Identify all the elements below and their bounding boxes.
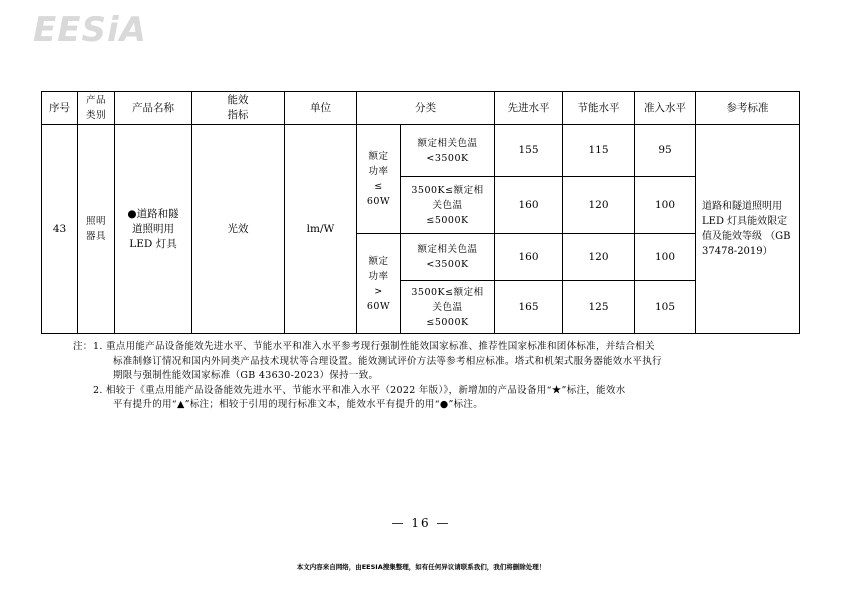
header-saving: 节能水平 (563, 92, 635, 125)
cell-unit: lm/W (285, 125, 357, 334)
note-2 (73, 384, 793, 399)
header-seq: 序号 (42, 92, 78, 125)
cell-subclass: 额定相关色温 <3500K (401, 234, 495, 281)
cell-seq: 43 (42, 125, 78, 334)
cell-product: ●道路和隧 道照明用 LED 灯具 (115, 125, 192, 334)
cell-subclass: 额定相关色温 <3500K (401, 125, 495, 177)
cell-saving: 120 (563, 234, 635, 281)
header-advanced: 先进水平 (495, 92, 563, 125)
cell-entry: 95 (635, 125, 696, 177)
cell-subclass: 3500K≤额定相 关色温 ≤5000K (401, 177, 495, 234)
note-1 (73, 340, 793, 355)
table-header-row (42, 92, 800, 125)
cell-subclass: 3500K≤额定相 关色温 ≤5000K (401, 281, 495, 334)
note-2-continued: 平有提升的用“▲”标注；相较于引用的现行标准文本，能效水平有提升的用“●”标注。 (113, 399, 484, 410)
note-1-continued: 标准制修订情况和国内外同类产品技术现状等合理设置。能效测试评价方法等参考相应标准。塔式和机架式服务器能效水平执行 (113, 355, 662, 367)
note-2-text: 2. 相较于《重点用能产品设备能效先进水平、节能水平和准入水平（2022 年版）》，新增加的产品设备用“★”标注，能效水 (93, 384, 626, 396)
cell-reference: 道路和隧道照明用 LED 灯具能效限定值及能效等级 （GB 37478-2019） (696, 125, 800, 334)
cell-power-group-low: 额定 功率 ≤ 60W (357, 125, 401, 234)
cell-category: 照明 器具 (78, 125, 115, 334)
standards-table (41, 91, 800, 334)
cell-saving: 120 (563, 177, 635, 234)
eesia-logo: EESiA (33, 10, 147, 50)
cell-indicator: 光效 (192, 125, 285, 334)
header-classification: 分类 (357, 92, 495, 125)
cell-advanced: 160 (495, 234, 563, 281)
header-unit: 单位 (285, 92, 357, 125)
notes-prefix: 注： (73, 341, 93, 352)
header-reference: 参考标准 (696, 92, 800, 125)
header-entry: 准入水平 (635, 92, 696, 125)
cell-entry: 100 (635, 234, 696, 281)
note-1-text: 1. 重点用能产品设备能效先进水平、节能水平和准入水平参考现行强制性能效国家标准、推荐性国家标准和团体标准，并结合相关 (93, 341, 655, 352)
cell-advanced: 155 (495, 125, 563, 177)
cell-saving: 125 (563, 281, 635, 334)
footer-disclaimer: 本文内容来自网络，由EESIA搜集整理，如有任何异议请联系我们，我们将删除处理！ (296, 563, 546, 571)
cell-saving: 115 (563, 125, 635, 177)
header-category: 产品 类别 (78, 92, 115, 125)
table-row (42, 125, 800, 177)
table-notes (73, 340, 793, 413)
header-product: 产品名称 (115, 92, 192, 125)
cell-entry: 105 (635, 281, 696, 334)
cell-advanced: 160 (495, 177, 563, 234)
note-1-continued: 期限与强制性能效国家标准（GB 43630-2023）保持一致。 (113, 370, 379, 381)
cell-advanced: 165 (495, 281, 563, 334)
page-number: — 16 — (391, 516, 451, 530)
header-indicator: 能效 指标 (192, 92, 285, 125)
cell-power-group-high: 额定 功率 > 60W (357, 234, 401, 334)
cell-entry: 100 (635, 177, 696, 234)
